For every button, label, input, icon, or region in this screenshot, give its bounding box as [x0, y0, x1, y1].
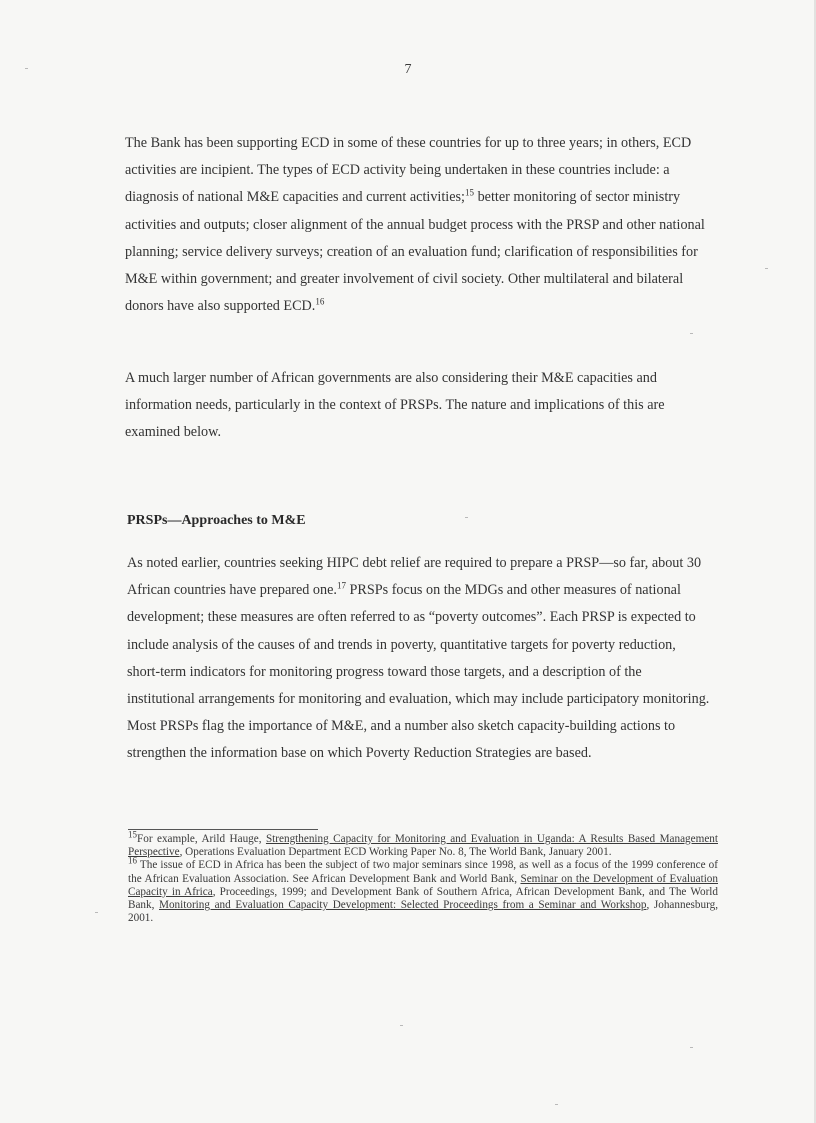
footnote-15 — [128, 829, 718, 859]
footnote-text: , Operations Evaluation Department ECD Working Paper No. 8, The World Bank, January 2001. — [179, 846, 612, 859]
footnote-marker: 16 — [128, 855, 137, 866]
paragraph-text: better monitoring of sector ministry activities and outputs; closer alignment of the annual budget process with the PRSP and other national planning; service delivery surveys; creation of an evaluation fund; clarification of responsibilities for M&E within government; and greater involvement of civil society. Other multilateral and bilateral donors have also supported ECD. — [125, 189, 705, 315]
scan-speck — [95, 912, 98, 913]
paragraph-prsp — [127, 550, 712, 768]
paragraph-ecd-support — [125, 130, 715, 320]
scan-speck — [690, 1047, 693, 1048]
footnote-text: The issue of ECD in Africa has been the subject of two major seminars since 1998, as well as a focus of the 1999 conference of the African Evaluation Association. See African Development Bank and World Bank, — [128, 859, 718, 885]
scan-speck — [690, 333, 693, 334]
footnote-separator — [128, 829, 318, 830]
footnote-text: , Proceedings, 1999; and Development Bank of Southern Africa, African Development Bank, and The World Bank, — [128, 885, 718, 912]
scan-speck — [465, 517, 468, 518]
paragraph-text: As noted earlier, countries seeking HIPC debt relief are required to prepare a PRSP—so far, about 30 African countries have prepared one. — [127, 555, 702, 599]
footnote-ref-16: 16 — [315, 296, 325, 307]
footnote-title: Seminar on the Development of Evaluation Capacity in Africa — [128, 872, 718, 898]
scan-speck — [765, 268, 768, 269]
paragraph-african-governments: A much larger number of African governments are also considering their M&E capacities and information needs, particularly in the context of PRSPs. The nature and implications of this are examined below. — [125, 370, 665, 441]
page-number: 7 — [404, 62, 412, 77]
scan-speck — [25, 68, 28, 69]
scan-speck — [400, 1025, 403, 1026]
footnote-16 — [128, 855, 718, 925]
footnote-text: For example, Arild Hauge, — [137, 833, 266, 845]
section-heading: PRSPs—Approaches to M&E — [127, 513, 306, 528]
footnotes — [128, 829, 718, 925]
paragraph-text: PRSPs focus on the MDGs and other measures of national development; these measures are often referred to as “poverty outcomes”. Each PRSP is expected to include analysis of the causes of and trends in poverty, quantitative targets for poverty reduction, short-term indicators for monitoring progress toward those targets, and a description of the institutional arrangements for monitoring and evaluation, which may include participatory monitoring. Most PRSPs flag the importance of M&E, and a number also sketch capacity-building actions to strengthen the information base on which Poverty Reduction Strategies are based. — [127, 582, 710, 762]
footnote-text: , Johannesburg, 2001. — [128, 899, 718, 925]
footnote-ref-15: 15 — [465, 187, 475, 198]
footnote-ref-17: 17 — [336, 580, 346, 591]
scan-speck — [555, 1104, 558, 1105]
footnote-title: Strengthening Capacity for Monitoring and Evaluation in Uganda: A Results Based Management Perspective — [128, 833, 718, 859]
footnote-title: Monitoring and Evaluation Capacity Development: Selected Proceedings from a Seminar and Workshop — [159, 899, 647, 912]
footnote-marker: 15 — [128, 829, 137, 840]
paragraph-text: The Bank has been supporting ECD in some of these countries for up to three years; in others, ECD activities are incipient. The types of ECD activity being undertaken in these countries include: a diagnosis of national M&E capacities and current activities; — [125, 135, 692, 206]
